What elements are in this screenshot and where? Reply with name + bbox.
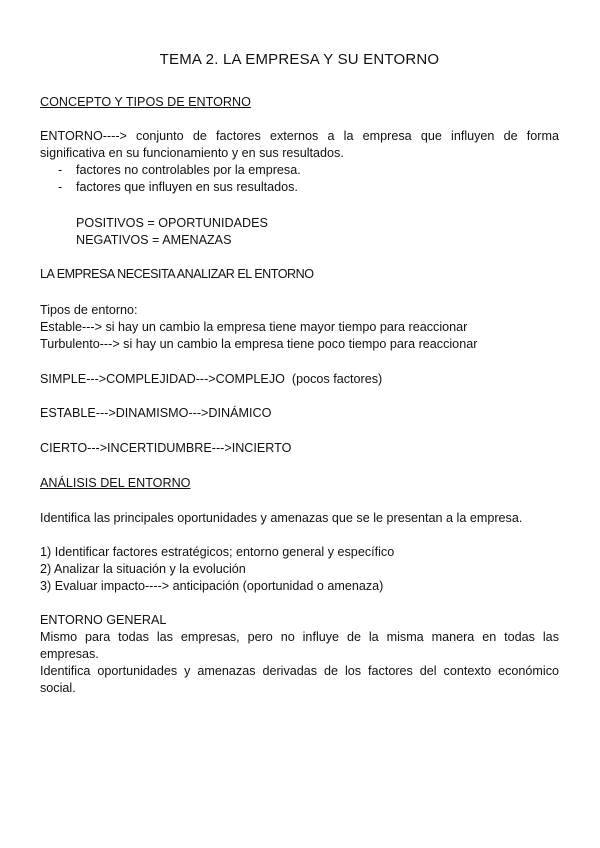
turbulento-line: Turbulento---> si hay un cambio la empresa tiene poco tiempo para reaccionar xyxy=(40,337,478,351)
document-title: TEMA 2. LA EMPRESA Y SU ENTORNO xyxy=(159,51,440,68)
incertidumbre-line: CIERTO--->INCERTIDUMBRE--->INCIERTO xyxy=(40,441,292,455)
bullet-text: factores que influyen en sus resultados. xyxy=(76,180,298,194)
list-item: 1) Identificar factores estratégicos; entorno general y específico xyxy=(40,545,395,559)
list-item: 2) Analizar la situación y la evolución xyxy=(40,562,246,576)
tipos-entorno xyxy=(40,302,559,353)
section-heading-concepto: CONCEPTO Y TIPOS DE ENTORNO xyxy=(40,95,251,109)
analisis-intro: Identifica las principales oportunidades y amenazas que se le presentan a la empresa. xyxy=(40,511,523,525)
positivos-line: POSITIVOS = OPORTUNIDADES xyxy=(76,216,268,230)
estable-line: Estable---> si hay un cambio la empresa tiene mayor tiempo para reaccionar xyxy=(40,320,468,334)
list-item: 3) Evaluar impacto----> anticipación (oportunidad o amenaza) xyxy=(40,579,384,593)
need-analysis-line: LA EMPRESA NECESITA ANALIZAR EL ENTORNO xyxy=(40,267,314,281)
positivos-negativos xyxy=(40,215,559,249)
bullet-list xyxy=(40,162,559,196)
entorno-general xyxy=(40,612,559,697)
bullet-dash: - xyxy=(58,163,63,177)
negativos-line: NEGATIVOS = AMENAZAS xyxy=(76,233,232,247)
tipos-label: Tipos de entorno: xyxy=(40,303,138,317)
bullet-dash: - xyxy=(58,180,63,194)
section-heading-analisis: ANÁLISIS DEL ENTORNO xyxy=(40,476,191,490)
steps-list xyxy=(40,544,559,595)
general-paragraph-1: Mismo para todas las empresas, pero no influye de la misma manera en todas las empresas. xyxy=(40,630,559,661)
general-heading: ENTORNO GENERAL xyxy=(40,613,167,627)
dinamismo-line: ESTABLE--->DINAMISMO--->DINÁMICO xyxy=(40,406,272,420)
list-item xyxy=(40,179,559,196)
list-item xyxy=(40,162,559,179)
bullet-text: factores no controlables por la empresa. xyxy=(76,163,301,177)
general-paragraph-2: Identifica oportunidades y amenazas derivadas de los factores del contexto económico social. xyxy=(40,664,559,695)
entorno-definition: ENTORNO----> conjunto de factores externos a la empresa que influyen de forma significativa en su funcionamiento y en sus resultados. xyxy=(40,129,559,160)
simple-line: SIMPLE--->COMPLEJIDAD--->COMPLEJO (pocos factores) xyxy=(40,372,383,386)
